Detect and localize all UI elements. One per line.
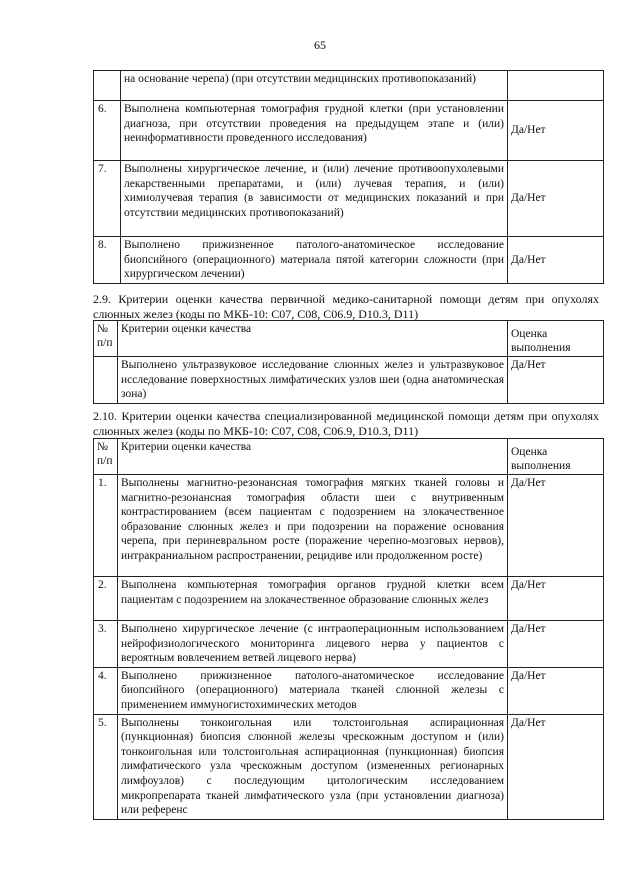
- criteria-text: Выполнено прижизненное патолого-анатомическое исследование биопсийного (операционного) материала пятой категории сложности (при хирургическом лечении): [121, 237, 508, 284]
- row-number: 6.: [94, 101, 121, 161]
- header-answer: Оценка выполнения: [508, 321, 604, 357]
- table-row: [94, 577, 604, 621]
- row-number: [94, 357, 118, 404]
- answer-cell: Да/Нет: [508, 667, 604, 714]
- row-number: 5.: [94, 714, 118, 819]
- header-answer: Оценка выполнения: [508, 439, 604, 475]
- answer-cell: Да/Нет: [508, 237, 604, 284]
- table-row: [94, 621, 604, 668]
- row-number: 8.: [94, 237, 121, 284]
- criteria-text: Выполнена компьютерная томография органов грудной клетки всем пациентам с подозрением на злокачественное образование слюнных желез: [118, 577, 508, 621]
- answer-cell: Да/Нет: [508, 101, 604, 161]
- row-number: [94, 71, 121, 101]
- page-number: 65: [314, 38, 326, 52]
- table-row: [94, 714, 604, 819]
- answer-cell: Да/Нет: [508, 714, 604, 819]
- table-header-row: [94, 321, 604, 357]
- table-row: [94, 667, 604, 714]
- answer-cell: Да/Нет: [508, 161, 604, 237]
- row-number: 7.: [94, 161, 121, 237]
- criteria-text: Выполнены тонкоигольная или толстоигольная аспирационная (пункционная) биопсия слюнной железы чрескожным доступом и (или) тонкоигольная или толстоигольная аспирационная (пункционная) биопсия лимфатического узла чрескожным доступом (измененных регионарных лимфоузлов) с последующим цитологическим исследованием микропрепарата тканей лимфатического узла (при установлении диагноза) или референс: [118, 714, 508, 819]
- criteria-table-2-10: [93, 438, 604, 820]
- criteria-text: Выполнено хирургическое лечение (с интраоперационным использованием нейрофизиологического мониторинга лицевого нерва у пациентов с вероятным вовлечением ветвей лицевого нерва): [118, 621, 508, 668]
- row-number: 1.: [94, 475, 118, 577]
- section-heading-2-10: 2.10. Критерии оценки качества специализированной медицинской помощи детям при опухолях слюнных желез (коды по МКБ-10: С07, С08, С06.9, D10.3, D11): [93, 409, 599, 438]
- header-criteria: Критерии оценки качества: [118, 439, 508, 475]
- criteria-text: Выполнены магнитно-резонансная томография мягких тканей головы и магнитно-резонансная томография области шеи с внутривенным контрастированием (всем пациентам с подозрением на злокачественное образование слюнных желез и при подозрении на поражение основания черепа, при периневральном росте (поражение черепно-мозговых нервов), интракраниальном распространении, рецидиве или продолженном росте): [118, 475, 508, 577]
- answer-cell: Да/Нет: [508, 475, 604, 577]
- criteria-table-continued: [93, 70, 604, 284]
- header-number: № п/п: [94, 439, 118, 475]
- section-heading-2-9: 2.9. Критерии оценки качества первичной медико-санитарной помощи детям при опухолях слюнных желез (коды по МКБ-10: С07, С08, С06.9, D10.3, D11): [93, 292, 599, 321]
- criteria-text: Выполнена компьютерная томография грудной клетки (при установлении диагноза, при отсутствии проведения на предыдущем этапе и (или) неинформативности проведенного исследования): [121, 101, 508, 161]
- row-number: 4.: [94, 667, 118, 714]
- header-number: № п/п: [94, 321, 118, 357]
- table-row: [94, 237, 604, 284]
- criteria-table-2-9: [93, 320, 604, 404]
- answer-cell: Да/Нет: [508, 577, 604, 621]
- answer-cell: Да/Нет: [508, 357, 604, 404]
- row-number: 3.: [94, 621, 118, 668]
- table-row: [94, 71, 604, 101]
- table-row: [94, 101, 604, 161]
- criteria-text: Выполнены хирургическое лечение, и (или) лечение противоопухолевыми лекарственными препаратами, и (или) лучевая терапия, и (или) химиолучевая терапия (в зависимости от медицинских показаний и при отсутствии медицинских противопоказаний): [121, 161, 508, 237]
- table-row: [94, 357, 604, 404]
- criteria-text: на основание черепа) (при отсутствии медицинских противопоказаний): [121, 71, 508, 101]
- table-row: [94, 161, 604, 237]
- criteria-text: Выполнено ультразвуковое исследование слюнных желез и ультразвуковое исследование поверхностных лимфатических узлов шеи (одна анатомическая зона): [118, 357, 508, 404]
- answer-cell: [508, 71, 604, 101]
- answer-cell: Да/Нет: [508, 621, 604, 668]
- header-criteria: Критерии оценки качества: [118, 321, 508, 357]
- table-header-row: [94, 439, 604, 475]
- table-row: [94, 475, 604, 577]
- row-number: 2.: [94, 577, 118, 621]
- criteria-text: Выполнено прижизненное патолого-анатомическое исследование биопсийного (операционного) материала тканей слюнной железы с применением иммуногистохимических методов: [118, 667, 508, 714]
